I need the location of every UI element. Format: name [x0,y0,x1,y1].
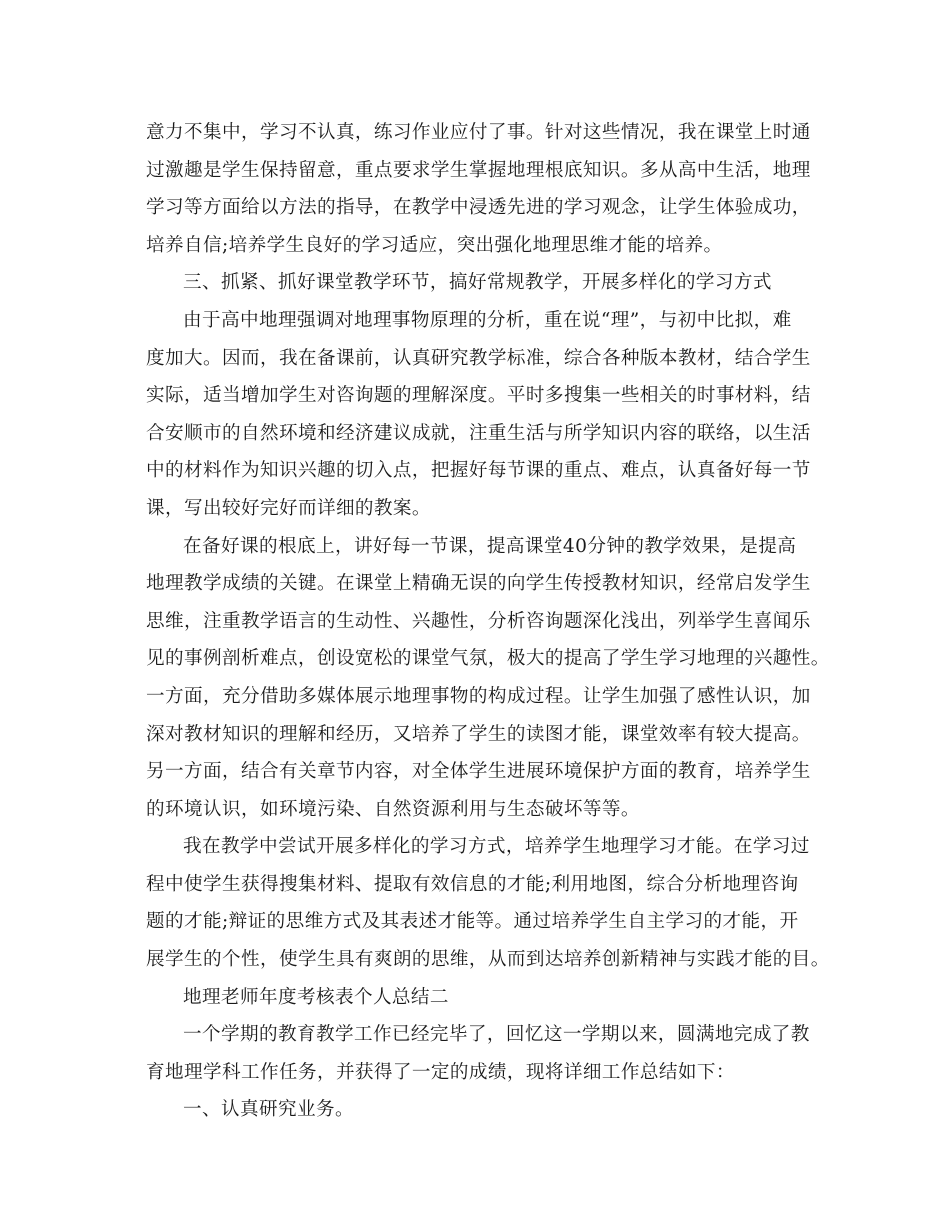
section-heading: 一、认真研究业务。 [183,1099,354,1121]
text-line: 思维，注重教学语言的生动性、兴趣性，分析咨询题深化浅出，列举学生喜闻乐 [146,610,811,632]
text-line: 培养自信;培养学生良好的学习适应，突出强化地理思维才能的培养。 [146,234,723,256]
section-heading: 三、抓紧、抓好课堂教学环节，搞好常规教学，开展多样化的学习方式 [183,272,772,294]
text-line: 育地理学科工作任务，并获得了一定的成绩，现将详细工作总结如下： [146,1061,735,1083]
text-line: 的环境认识，如环境污染、自然资源利用与生态破坏等等。 [146,798,640,820]
text-line: 我在教学中尝试开展多样化的学习方式，培养学生地理学习才能。在学习过 [183,836,810,858]
text-line: 合安顺市的自然环境和经济建议成就，注重生活与所学知识内容的联络，以生活 [146,422,811,444]
text-line: 学习等方面给以方法的指导，在教学中浸透先进的学习观念，让学生体验成功， [146,197,811,219]
text-line: 题的才能;辩证的思维方式及其表述才能等。通过培养学生自主学习的才能，开 [146,911,799,933]
text-line: 意力不集中，学习不认真，练习作业应付了事。针对这些情况，我在课堂上时通 [146,122,811,143]
text-line: 度加大。因而，我在备课前，认真研究教学标准，综合各种版本教材，结合学生 [146,347,811,369]
text-line: 程中使学生获得搜集材料、提取有效信息的才能;利用地图，综合分析地理咨询 [146,873,799,895]
text-line: 展学生的个性，使学生具有爽朗的思维，从而到达培养创新精神与实践才能的目。 [146,949,830,971]
text-line: 课，写出较好完好而详细的教案。 [146,497,431,519]
text-line: 中的材料作为知识兴趣的切入点，把握好每节课的重点、难点，认真备好每一节 [146,460,811,482]
text-line: 在备好课的根底上，讲好每一节课，提高课堂40分钟的教学效果，是提高 [183,535,797,557]
section-heading: 地理老师年度考核表个人总结二 [183,986,449,1008]
text-line: 见的事例剖析难点，创设宽松的课堂气氛，极大的提高了学生学习地理的兴趣性。 [146,648,830,670]
document-body [146,114,830,1129]
text-line: 实际，适当增加学生对咨询题的理解深度。平时多搜集一些相关的时事材料，结 [146,385,811,407]
text-line: 深对教材知识的理解和经历，又培养了学生的读图才能，课堂效率有较大提高。 [146,723,811,745]
text-line: 地理教学成绩的关键。在课堂上精确无误的向学生传授教材知识，经常启发学生 [146,573,811,595]
text-line: 一个学期的教育教学工作已经完毕了，回忆这一学期以来，圆满地完成了教 [183,1024,810,1046]
text-line: 由于高中地理强调对地理事物原理的分析，重在说“理”，与初中比拟，难 [183,309,792,331]
text-line: 过激趣是学生保持留意，重点要求学生掌握地理根底知识。多从高中生活，地理 [146,159,811,181]
text-line: 一方面，充分借助多媒体展示地理事物的构成过程。让学生加强了感性认识，加 [146,685,811,707]
text-line: 另一方面，结合有关章节内容，对全体学生进展环境保护方面的教育，培养学生 [146,761,811,783]
